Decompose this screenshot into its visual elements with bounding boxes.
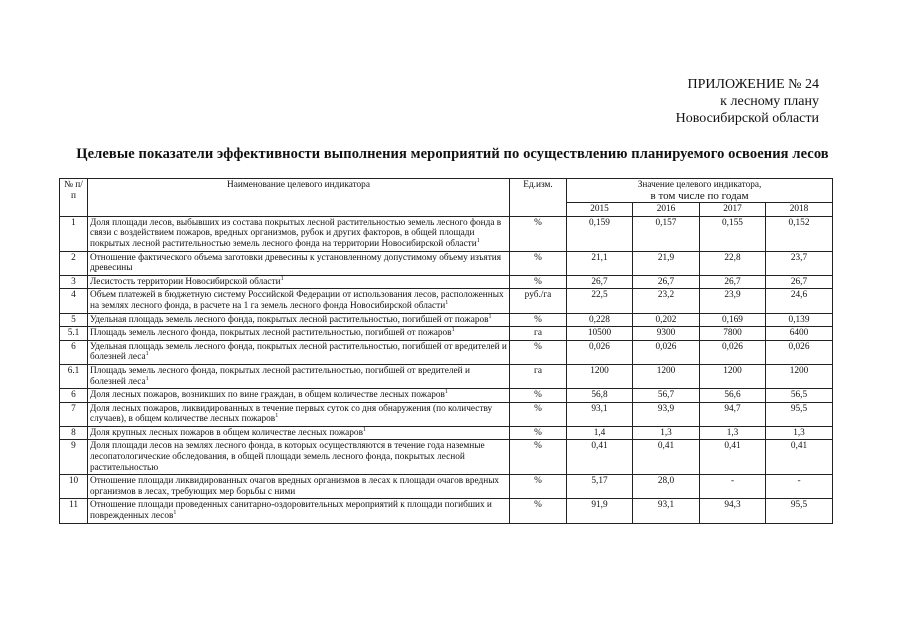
unit-cell: руб./га (510, 289, 567, 313)
value-cell: - (766, 475, 833, 499)
header-year: 2018 (766, 203, 833, 217)
value-cell: 0,026 (700, 340, 766, 364)
value-cell: 22,8 (700, 251, 766, 275)
indicator-name-cell (88, 426, 510, 440)
value-cell: 1200 (567, 364, 633, 388)
value-cell: 7800 (700, 327, 766, 341)
footnote-mark: 1 (362, 426, 366, 433)
indicator-name: Доля лесных пожаров, ликвидированных в течение первых суток со дня обнаружения (по количеству случаев), в общем количестве лесных пожаров (90, 403, 493, 425)
indicator-name: Отношение площади ликвидированных очагов вредных организмов в лесах к площади очагов вредных организмов в лесах, требующих мер борьбы с ними (90, 476, 500, 497)
value-cell: 93,1 (633, 499, 700, 523)
document-title: Целевые показатели эффективности выполнения мероприятий по осуществлению планируемого освоения лесов (76, 146, 829, 162)
unit-cell: % (510, 402, 567, 426)
value-cell: 5,17 (567, 475, 633, 499)
row-number: 6 (60, 340, 88, 364)
table-row (60, 251, 833, 275)
unit-cell: % (510, 426, 567, 440)
value-cell: 0,41 (633, 440, 700, 475)
footnote-mark: 1 (145, 351, 149, 358)
footnote-mark: 1 (444, 389, 448, 395)
value-cell: 94,7 (700, 402, 766, 426)
value-cell: 93,1 (567, 402, 633, 426)
row-number: 11 (60, 499, 88, 523)
value-cell: 1,3 (633, 426, 700, 440)
value-cell: 28,0 (633, 475, 700, 499)
value-cell: 26,7 (700, 275, 766, 289)
value-cell: 1200 (633, 364, 700, 388)
value-cell: 0,157 (633, 216, 700, 251)
unit-cell: % (510, 389, 567, 403)
indicator-name-cell (88, 289, 510, 313)
value-cell: 23,7 (766, 251, 833, 275)
value-cell: 95,5 (766, 402, 833, 426)
unit-cell: % (510, 251, 567, 275)
header-year: 2015 (567, 203, 633, 217)
value-cell: 1200 (766, 364, 833, 388)
unit-cell: % (510, 216, 567, 251)
table-row (60, 499, 833, 523)
unit-cell: % (510, 499, 567, 523)
value-cell: 0,026 (567, 340, 633, 364)
unit-cell: га (510, 327, 567, 341)
header-values (567, 179, 833, 203)
indicator-name: Площадь земель лесного фонда, покрытых лесной растительностью, погибшей от вредителей и болезней леса (90, 365, 470, 387)
row-number: 7 (60, 402, 88, 426)
indicator-name: Площадь земель лесного фонда, покрытых лесной растительностью, погибшей от пожаров (90, 328, 452, 339)
table-row (60, 313, 833, 327)
indicator-name-cell (88, 402, 510, 426)
header-year: 2016 (633, 203, 700, 217)
indicator-name-cell (88, 499, 510, 523)
indicator-name: Объем платежей в бюджетную систему Российской Федерации от использования лесов, расположенных на землях лесного фонда, в расчете на 1 га земель лесного фонда Новосибирской области (90, 290, 504, 311)
indicators-table (59, 178, 833, 524)
value-cell: 22,5 (567, 289, 633, 313)
value-cell: 93,9 (633, 402, 700, 426)
value-cell: 9300 (633, 327, 700, 341)
unit-cell: га (510, 364, 567, 388)
value-cell: 1,3 (700, 426, 766, 440)
value-cell: 6400 (766, 327, 833, 341)
header-unit: Ед.изм. (510, 179, 567, 217)
value-cell: 0,169 (700, 313, 766, 327)
value-cell: 26,7 (633, 275, 700, 289)
row-number: 10 (60, 475, 88, 499)
footnote-mark: 1 (488, 313, 492, 320)
indicator-name-cell (88, 313, 510, 327)
row-number: 6.1 (60, 364, 88, 388)
indicator-name-cell (88, 275, 510, 289)
unit-cell: % (510, 475, 567, 499)
value-cell: 23,2 (633, 289, 700, 313)
row-number: 5 (60, 313, 88, 327)
value-cell: 1,4 (567, 426, 633, 440)
header-num: № п/п (60, 179, 88, 217)
indicator-name: Доля площади лесов, выбывших из состава покрытых лесной растительностью земель лесного фонда в связи с воздействием пожаров, вредных организмов, рубок и других факторов, в общей площади покрытых лесной растительностью земель лесного фонда на территории Новосибирской области (90, 217, 502, 249)
indicator-name-cell (88, 475, 510, 499)
value-cell: - (700, 475, 766, 499)
footnote-mark: 1 (275, 413, 279, 420)
indicator-name-cell (88, 251, 510, 275)
table-row (60, 402, 833, 426)
value-cell: 95,5 (766, 499, 833, 523)
appendix-subtitle: к лесному плану (720, 94, 819, 109)
value-cell: 26,7 (567, 275, 633, 289)
header-values-line1: Значение целевого индикатора, (637, 180, 762, 190)
value-cell: 1200 (700, 364, 766, 388)
unit-cell: % (510, 313, 567, 327)
footnote-mark: 1 (476, 237, 480, 244)
indicator-name-cell (88, 364, 510, 388)
value-cell: 91,9 (567, 499, 633, 523)
header-row (60, 179, 833, 203)
appendix-header (676, 76, 819, 127)
footnote-mark: 1 (173, 509, 177, 516)
value-cell: 56,5 (766, 389, 833, 403)
table-row (60, 440, 833, 475)
row-number: 4 (60, 289, 88, 313)
indicator-name-cell (88, 216, 510, 251)
value-cell: 23,9 (700, 289, 766, 313)
row-number: 3 (60, 275, 88, 289)
value-cell: 0,159 (567, 216, 633, 251)
indicator-name: Отношение площади проведенных санитарно-оздоровительных мероприятий к площади погибших и поврежденных лесов (90, 500, 492, 522)
value-cell: 1,3 (766, 426, 833, 440)
value-cell: 0,152 (766, 216, 833, 251)
unit-cell: % (510, 340, 567, 364)
value-cell: 21,9 (633, 251, 700, 275)
table-row (60, 289, 833, 313)
value-cell: 0,155 (700, 216, 766, 251)
value-cell: 24,6 (766, 289, 833, 313)
appendix-number: ПРИЛОЖЕНИЕ № 24 (687, 77, 819, 92)
value-cell: 0,41 (766, 440, 833, 475)
footnote-mark: 1 (280, 275, 284, 282)
value-cell: 56,7 (633, 389, 700, 403)
value-cell: 0,026 (633, 340, 700, 364)
table-row (60, 364, 833, 388)
footnote-mark: 1 (145, 375, 149, 382)
table-row (60, 327, 833, 341)
indicator-name: Доля крупных лесных пожаров в общем количестве лесных пожаров (90, 427, 363, 438)
footnote-mark: 1 (445, 299, 449, 306)
indicator-name-cell (88, 389, 510, 403)
indicator-name-cell (88, 340, 510, 364)
value-cell: 0,026 (766, 340, 833, 364)
indicator-name: Лесистость территории Новосибирской области (90, 276, 281, 287)
row-number: 5.1 (60, 327, 88, 341)
table-row (60, 340, 833, 364)
indicators-body (60, 216, 833, 523)
footnote-mark: 1 (451, 327, 455, 334)
table-row (60, 216, 833, 251)
value-cell: 56,8 (567, 389, 633, 403)
value-cell: 56,6 (700, 389, 766, 403)
value-cell: 94,3 (700, 499, 766, 523)
indicator-name-cell (88, 440, 510, 475)
indicator-name: Доля площади лесов на землях лесного фонда, в которых осуществляются в течение года наземные лесопатологические обследования, в общей площади земель лесного фонда, покрытых лесной растительностью (90, 441, 485, 473)
row-number: 9 (60, 440, 88, 475)
table-row (60, 475, 833, 499)
indicator-name: Доля лесных пожаров, возникших по вине граждан, в общем количестве лесных пожаров (90, 390, 445, 401)
header-name: Наименование целевого индикатора (88, 179, 510, 217)
table-row (60, 426, 833, 440)
value-cell: 10500 (567, 327, 633, 341)
indicator-name: Удельная площадь земель лесного фонда, покрытых лесной растительностью, погибшей от пожаров (90, 314, 489, 325)
value-cell: 21,1 (567, 251, 633, 275)
table-row (60, 389, 833, 403)
header-values-line2: в том числе по годам (650, 189, 749, 202)
row-number: 2 (60, 251, 88, 275)
value-cell: 0,228 (567, 313, 633, 327)
table-row (60, 275, 833, 289)
indicator-name: Отношение фактического объема заготовки древесины к установленному допустимому объему изъятия древесины (90, 252, 502, 274)
value-cell: 0,139 (766, 313, 833, 327)
value-cell: 26,7 (766, 275, 833, 289)
row-number: 1 (60, 216, 88, 251)
row-number: 6 (60, 389, 88, 403)
header-year: 2017 (700, 203, 766, 217)
appendix-region: Новосибирской области (675, 111, 819, 126)
indicator-name: Удельная площадь земель лесного фонда, покрытых лесной растительностью, погибшей от вредителей и болезней леса (90, 341, 507, 363)
value-cell: 0,41 (567, 440, 633, 475)
value-cell: 0,202 (633, 313, 700, 327)
unit-cell: % (510, 275, 567, 289)
row-number: 8 (60, 426, 88, 440)
value-cell: 0,41 (700, 440, 766, 475)
unit-cell: % (510, 440, 567, 475)
indicator-name-cell (88, 327, 510, 341)
